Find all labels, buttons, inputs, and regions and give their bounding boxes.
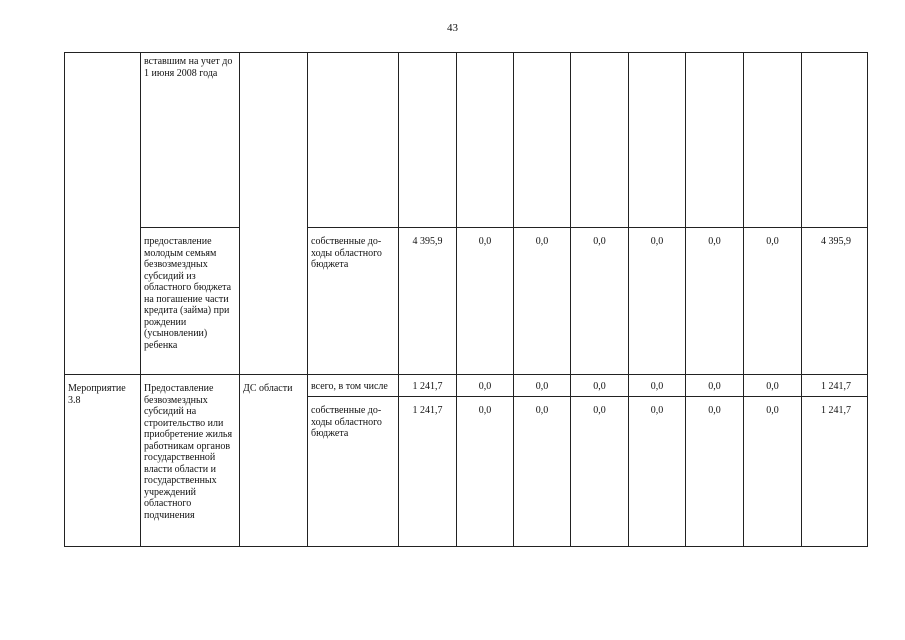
table-cell: 0,0 — [457, 375, 514, 397]
table-cell: 0,0 — [744, 375, 802, 397]
table-cell: 1 241,7 — [399, 397, 457, 547]
event-label: Мероприятие 3.8 — [65, 375, 141, 547]
table-cell: 0,0 — [686, 228, 744, 375]
table-cell: 1 241,7 — [802, 397, 868, 547]
table-cell: предоставление молодым семьям безвозмездных субсидий из областного бюджета на погашение части кредита (займа) при рождении (усыновлении) ребенка — [141, 228, 240, 375]
table-cell: 0,0 — [744, 228, 802, 375]
table-cell — [629, 53, 686, 228]
table-cell: ДС области — [240, 375, 308, 547]
table-cell: собственные до-ходы областного бюджета — [308, 397, 399, 547]
table-cell: 1 241,7 — [399, 375, 457, 397]
table-row — [65, 53, 868, 228]
table-cell: 0,0 — [571, 375, 629, 397]
table-cell: 0,0 — [514, 228, 571, 375]
table-cell — [744, 53, 802, 228]
table-cell: 0,0 — [514, 397, 571, 547]
table-cell: 4 395,9 — [802, 228, 868, 375]
table-row — [65, 228, 868, 375]
table-cell: 0,0 — [686, 375, 744, 397]
table-cell: вставшим на учет до 1 июня 2008 года — [141, 53, 240, 228]
table-cell — [571, 53, 629, 228]
table-cell — [514, 53, 571, 228]
table-cell: 0,0 — [571, 228, 629, 375]
table-cell: 0,0 — [629, 375, 686, 397]
table-cell: Предоставление безвозмездных субсидий на строительство или приобретение жилья работникам органов государственной власти области и государственных учреждений областного подчинения — [141, 375, 240, 547]
table-cell: 0,0 — [571, 397, 629, 547]
table-cell: 0,0 — [457, 228, 514, 375]
table-cell: 1 241,7 — [802, 375, 868, 397]
table-cell: 0,0 — [744, 397, 802, 547]
table-cell: 0,0 — [686, 397, 744, 547]
table-cell: 0,0 — [629, 397, 686, 547]
table-cell: 0,0 — [629, 228, 686, 375]
table-cell: 0,0 — [514, 375, 571, 397]
table-cell — [686, 53, 744, 228]
table-cell — [65, 53, 141, 375]
table-cell: всего, в том числе — [308, 375, 399, 397]
table-cell — [399, 53, 457, 228]
table-cell — [308, 53, 399, 228]
budget-table — [64, 52, 868, 547]
table-cell — [802, 53, 868, 228]
table-cell — [240, 53, 308, 375]
table-cell: 4 395,9 — [399, 228, 457, 375]
table-row — [65, 375, 868, 397]
table-cell: 0,0 — [457, 397, 514, 547]
page-number: 43 — [447, 22, 458, 34]
table-cell — [457, 53, 514, 228]
table-cell: собственные до-ходы областного бюджета — [308, 228, 399, 375]
